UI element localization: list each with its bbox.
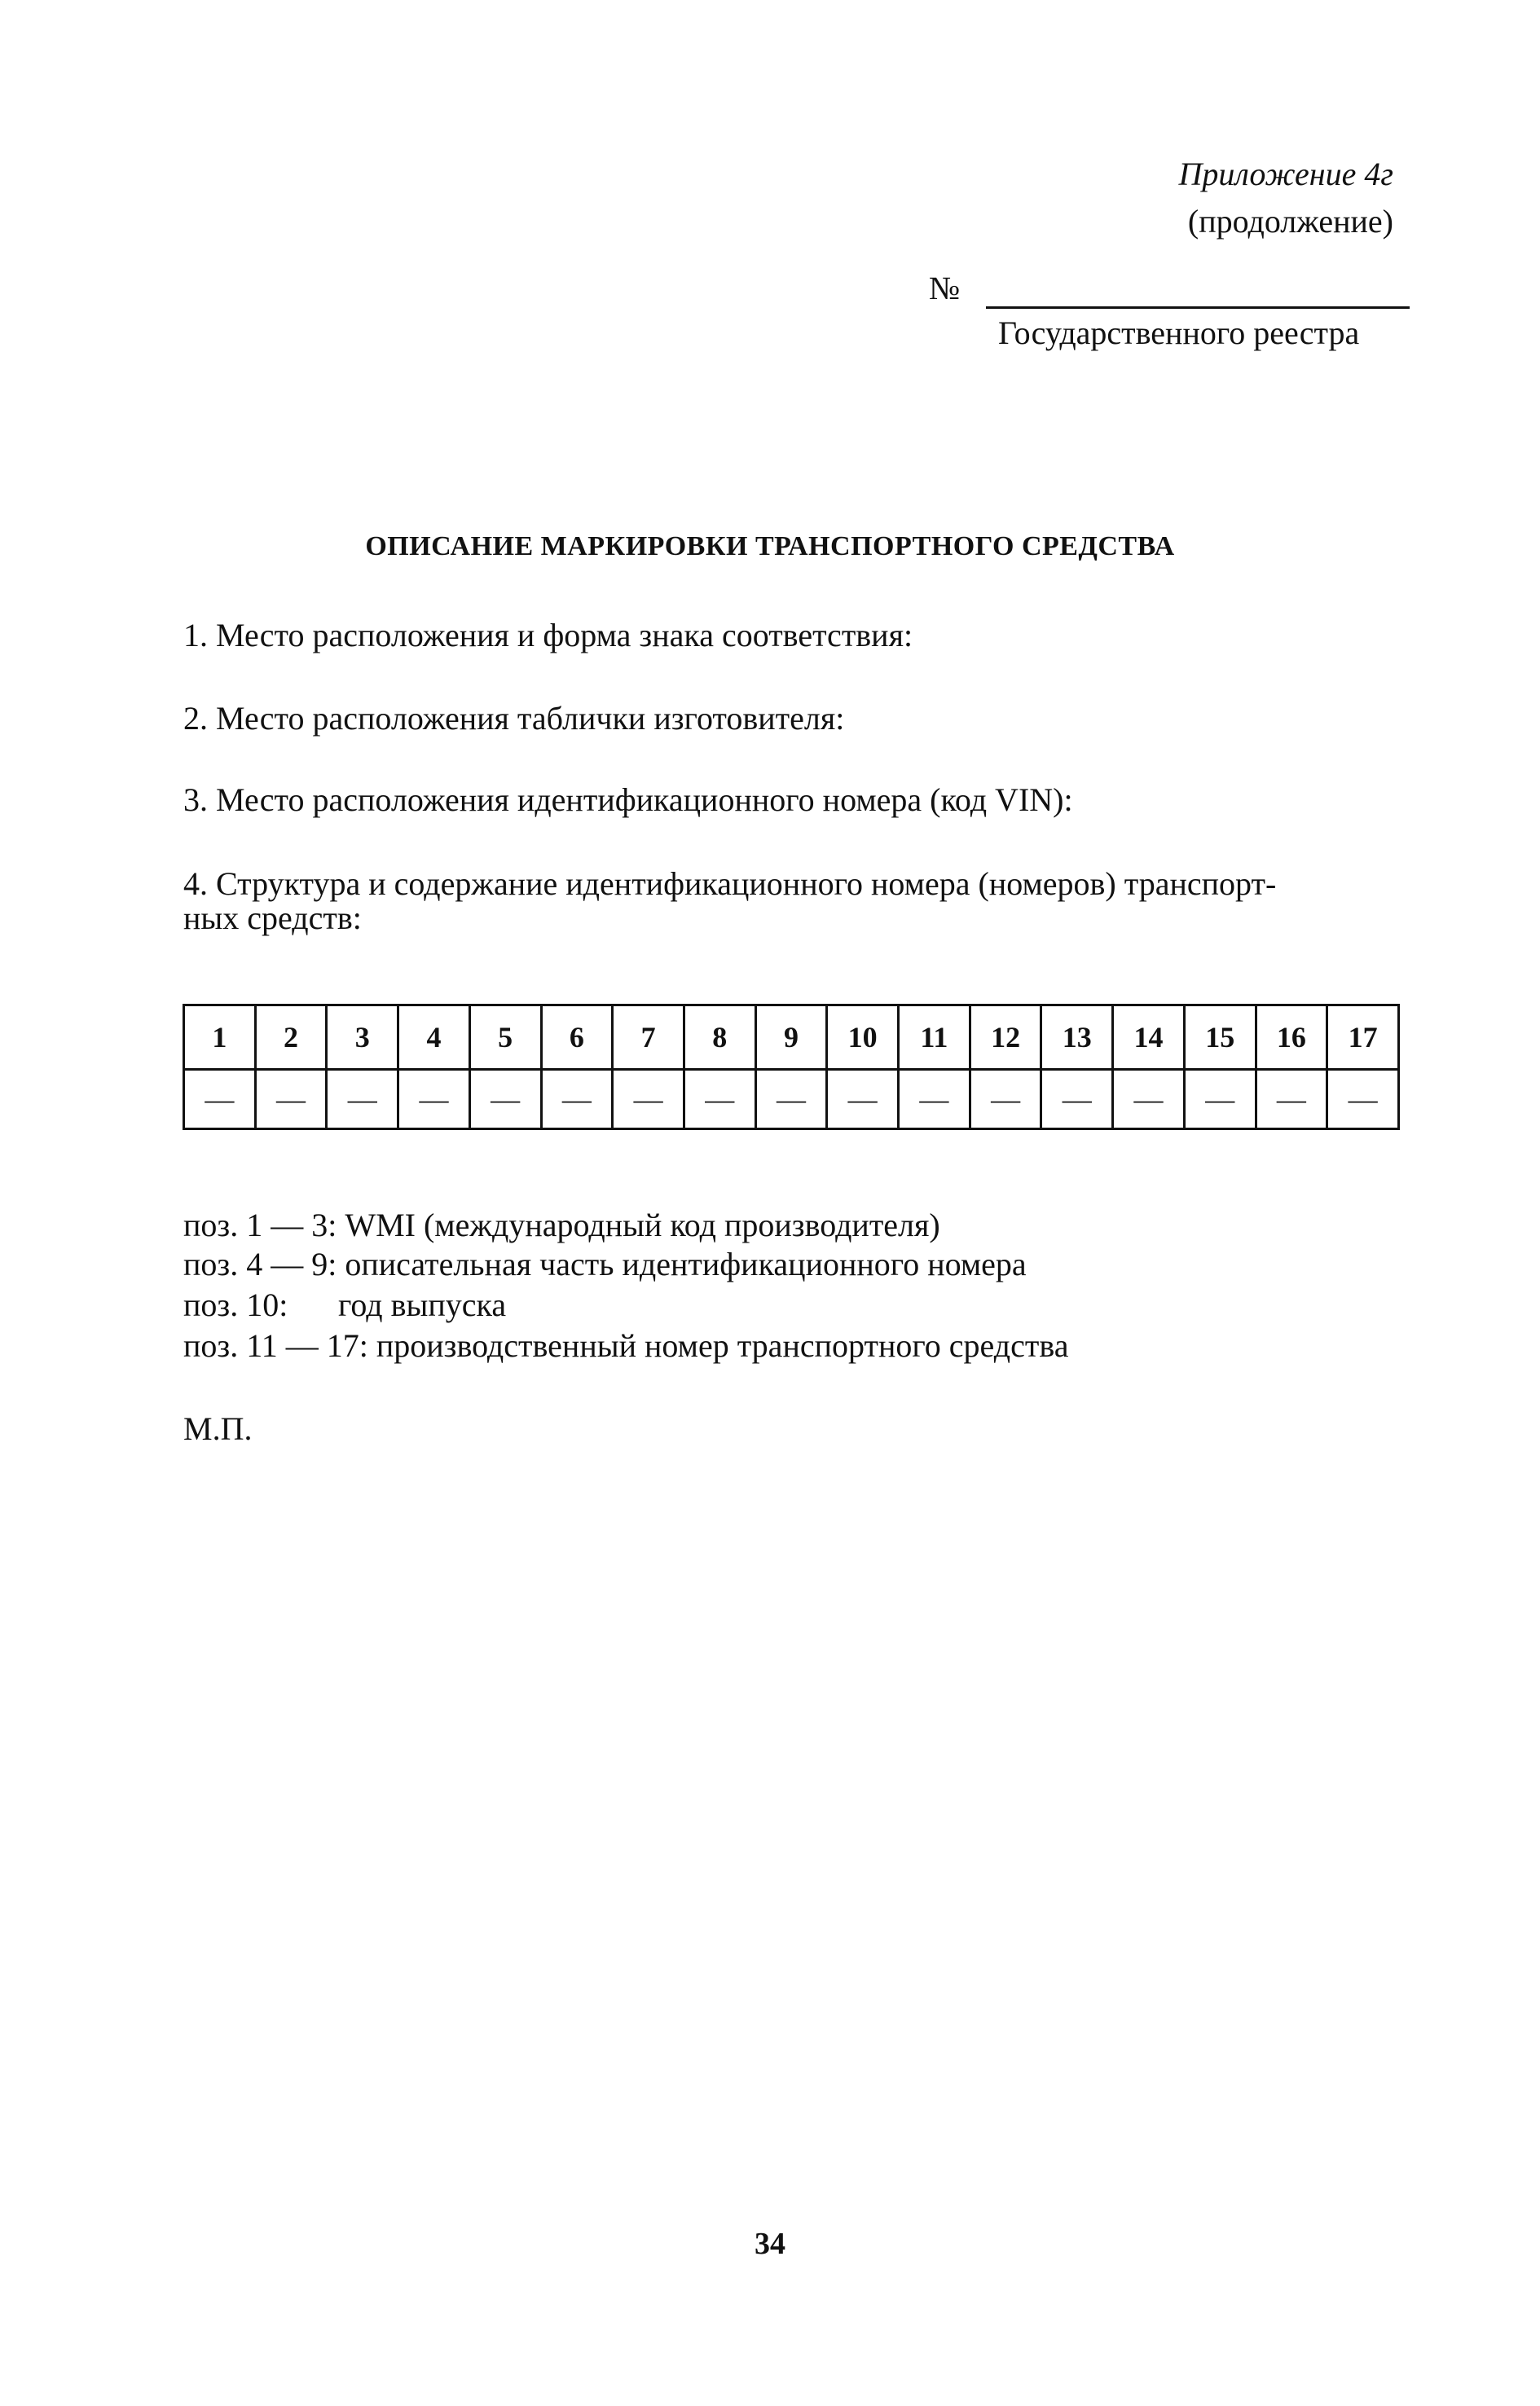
legend-text: WMI (международный код производителя) (345, 1207, 940, 1243)
vin-position-cell: 12 (970, 1005, 1041, 1070)
vin-value-cell: — (755, 1070, 827, 1129)
legend-text: год выпуска (338, 1287, 507, 1323)
registry-caption: Государственного реестра (998, 314, 1360, 351)
vin-position-cell: 16 (1256, 1005, 1327, 1070)
vin-value-cell: — (970, 1070, 1041, 1129)
vin-position-row (184, 1005, 1399, 1070)
vin-position-cell: 5 (469, 1005, 541, 1070)
legend-label: поз. 1 — 3: (183, 1207, 337, 1243)
vin-value-row (184, 1070, 1399, 1129)
number-sign: № (929, 270, 961, 306)
vin-value-cell: — (899, 1070, 970, 1129)
vin-value-cell: — (327, 1070, 398, 1129)
vin-position-cell: 10 (827, 1005, 899, 1070)
vin-position-cell: 4 (398, 1005, 470, 1070)
page-number: 34 (755, 2227, 785, 2261)
vin-position-cell: 13 (1041, 1005, 1113, 1070)
vin-value-cell: — (1184, 1070, 1256, 1129)
vin-value-cell: — (398, 1070, 470, 1129)
vin-position-cell: 11 (899, 1005, 970, 1070)
legend-item (183, 1206, 940, 1244)
legend-item (183, 1286, 506, 1324)
item-conformity-mark: 1. Место расположения и форма знака соответствия: (183, 617, 913, 653)
vin-position-cell: 7 (613, 1005, 684, 1070)
item-manufacturer-plate: 2. Место расположения таблички изготовителя: (183, 700, 845, 737)
continuation-label: (продолжение) (1187, 203, 1393, 240)
vin-position-cell: 9 (755, 1005, 827, 1070)
vin-structure-table (183, 1004, 1400, 1130)
item-vin-structure-line2: ных средств: (183, 900, 362, 936)
stamp-placeholder: М.П. (183, 1410, 253, 1447)
legend-text: описательная часть идентификационного номера (345, 1246, 1027, 1282)
vin-value-cell: — (1113, 1070, 1185, 1129)
vin-position-cell: 17 (1327, 1005, 1399, 1070)
vin-position-cell: 15 (1184, 1005, 1256, 1070)
legend-label: поз. 10: (183, 1287, 288, 1323)
item-vin-structure-line1: 4. Структура и содержание идентификационного номера (номеров) транспорт- (183, 865, 1277, 902)
item-vin-location: 3. Место расположения идентификационного номера (код VIN): (183, 781, 1073, 818)
vin-value-cell: — (469, 1070, 541, 1129)
vin-value-cell: — (255, 1070, 327, 1129)
vin-position-cell: 1 (184, 1005, 256, 1070)
vin-value-cell: — (1327, 1070, 1399, 1129)
vin-value-cell: — (1256, 1070, 1327, 1129)
vin-value-cell: — (1041, 1070, 1113, 1129)
vin-value-cell: — (541, 1070, 613, 1129)
legend-text: производственный номер транспортного средства (376, 1327, 1069, 1364)
vin-value-cell: — (613, 1070, 684, 1129)
item-vin-structure (183, 867, 1422, 935)
vin-position-cell: 6 (541, 1005, 613, 1070)
legend-label: поз. 11 — 17: (183, 1327, 368, 1364)
vin-value-cell: — (684, 1070, 755, 1129)
legend-label: поз. 4 — 9: (183, 1246, 337, 1282)
vin-value-cell: — (184, 1070, 256, 1129)
vin-position-cell: 8 (684, 1005, 755, 1070)
legend-item (183, 1245, 1027, 1283)
appendix-title: Приложение 4г (1178, 156, 1393, 192)
vin-position-cell: 2 (255, 1005, 327, 1070)
registry-number-blank (986, 306, 1410, 309)
registry-number-row (929, 261, 1418, 310)
vin-position-cell: 14 (1113, 1005, 1185, 1070)
vin-value-cell: — (827, 1070, 899, 1129)
vin-position-cell: 3 (327, 1005, 398, 1070)
legend-item (183, 1326, 1068, 1365)
document-title: ОПИСАНИЕ МАРКИРОВКИ ТРАНСПОРТНОГО СРЕДСТВА (365, 531, 1175, 561)
